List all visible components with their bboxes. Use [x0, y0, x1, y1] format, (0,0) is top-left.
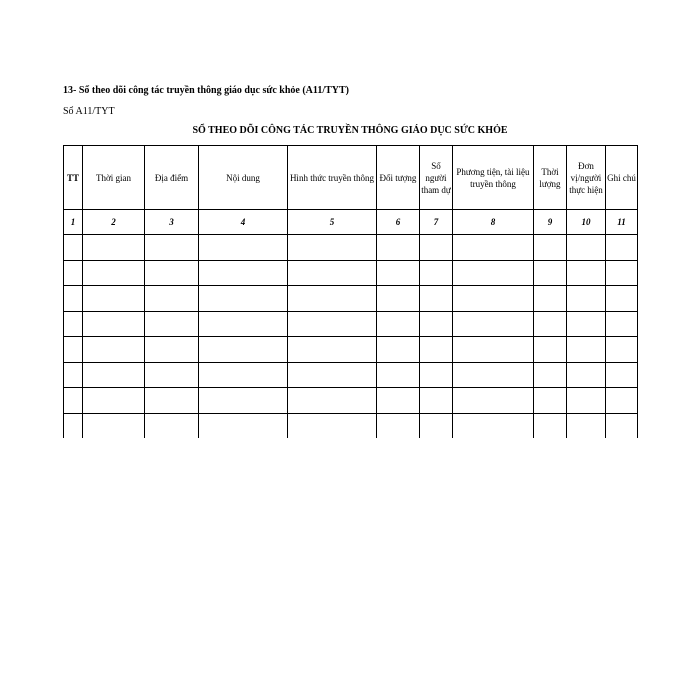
table-cell — [83, 286, 145, 312]
table-cell — [377, 311, 420, 337]
table-cell — [64, 388, 83, 414]
table-cell — [288, 413, 377, 438]
table-cell — [64, 260, 83, 286]
table-cell — [567, 311, 606, 337]
table-cell — [606, 388, 638, 414]
table-cell — [83, 388, 145, 414]
column-number: 7 — [420, 210, 453, 235]
table-cell — [288, 260, 377, 286]
table-cell — [420, 235, 453, 261]
table-cell — [64, 362, 83, 388]
table-cell — [420, 413, 453, 438]
table-cell — [199, 413, 288, 438]
table-row — [64, 235, 638, 261]
table-cell — [606, 413, 638, 438]
table-cell — [567, 286, 606, 312]
table-cell — [534, 362, 567, 388]
table-cell — [606, 235, 638, 261]
table-cell — [377, 260, 420, 286]
table-cell — [534, 311, 567, 337]
table-cell — [199, 235, 288, 261]
table-cell — [64, 311, 83, 337]
table-cell — [199, 286, 288, 312]
table-cell — [377, 286, 420, 312]
column-header-materials: Phương tiện, tài liệu truyền thông — [453, 146, 534, 210]
page-title: SỔ THEO DÕI CÔNG TÁC TRUYỀN THÔNG GIÁO DỤC SỨC KHỎE — [192, 125, 508, 136]
column-header-content: Nội dung — [199, 146, 288, 210]
table-cell — [83, 413, 145, 438]
column-number: 11 — [606, 210, 638, 235]
table-row — [64, 413, 638, 438]
table-cell — [64, 286, 83, 312]
table-cell — [199, 311, 288, 337]
table-cell — [199, 260, 288, 286]
table-row — [64, 260, 638, 286]
table-row — [64, 388, 638, 414]
health-education-log-table — [63, 145, 638, 438]
column-number: 6 — [377, 210, 420, 235]
form-code: Sổ A11/TYT — [63, 106, 115, 117]
column-header-format: Hình thức truyền thông — [288, 146, 377, 210]
table-cell — [145, 362, 199, 388]
table-cell — [145, 260, 199, 286]
table-cell — [377, 337, 420, 363]
table-cell — [64, 235, 83, 261]
table-row — [64, 337, 638, 363]
table-cell — [567, 235, 606, 261]
table-cell — [567, 388, 606, 414]
table-cell — [420, 362, 453, 388]
table-cell — [606, 337, 638, 363]
column-header-notes: Ghi chú — [606, 146, 638, 210]
table-cell — [288, 388, 377, 414]
table-cell — [288, 337, 377, 363]
table-cell — [453, 337, 534, 363]
table-cell — [288, 311, 377, 337]
table-cell — [420, 311, 453, 337]
table-cell — [534, 260, 567, 286]
column-header-location: Địa điểm — [145, 146, 199, 210]
table-cell — [534, 413, 567, 438]
table-cell — [420, 337, 453, 363]
table-cell — [567, 413, 606, 438]
table-cell — [64, 413, 83, 438]
table-cell — [420, 286, 453, 312]
table-cell — [288, 286, 377, 312]
table-cell — [145, 311, 199, 337]
table-cell — [567, 260, 606, 286]
column-header-time: Thời gian — [83, 146, 145, 210]
table-row — [64, 311, 638, 337]
table-cell — [199, 362, 288, 388]
table-cell — [534, 286, 567, 312]
column-number: 8 — [453, 210, 534, 235]
table-cell — [288, 362, 377, 388]
table-cell — [453, 388, 534, 414]
column-header-attendees: Số người tham dự — [420, 146, 453, 210]
table-cell — [145, 413, 199, 438]
table-cell — [199, 337, 288, 363]
table-cell — [453, 413, 534, 438]
table-cell — [606, 260, 638, 286]
table-cell — [288, 235, 377, 261]
table-cell — [377, 362, 420, 388]
table-cell — [377, 413, 420, 438]
table-cell — [606, 311, 638, 337]
column-header-duration: Thời lượng — [534, 146, 567, 210]
table-cell — [377, 388, 420, 414]
table-row — [64, 286, 638, 312]
column-number: 4 — [199, 210, 288, 235]
column-number: 1 — [64, 210, 83, 235]
column-number: 9 — [534, 210, 567, 235]
table-cell — [83, 311, 145, 337]
table-cell — [83, 235, 145, 261]
column-number: 3 — [145, 210, 199, 235]
column-header-tt: TT — [64, 146, 83, 210]
table-cell — [83, 337, 145, 363]
table-cell — [199, 388, 288, 414]
table-cell — [453, 235, 534, 261]
table-cell — [606, 362, 638, 388]
table-cell — [420, 388, 453, 414]
table-cell — [453, 260, 534, 286]
table-cell — [145, 388, 199, 414]
table-cell — [534, 235, 567, 261]
table-cell — [145, 286, 199, 312]
table-cell — [377, 235, 420, 261]
header-row — [64, 146, 638, 210]
table-cell — [534, 337, 567, 363]
column-number: 2 — [83, 210, 145, 235]
table-cell — [534, 388, 567, 414]
table-body — [64, 235, 638, 439]
table-cell — [420, 260, 453, 286]
table-cell — [453, 311, 534, 337]
column-number-row — [64, 210, 638, 235]
table-cell — [145, 337, 199, 363]
section-heading: 13- Sổ theo dõi công tác truyền thông giáo dục sức khỏe (A11/TYT) — [63, 85, 350, 96]
column-number: 5 — [288, 210, 377, 235]
table-cell — [453, 362, 534, 388]
table-cell — [567, 337, 606, 363]
table-cell — [453, 286, 534, 312]
table-row — [64, 362, 638, 388]
column-number: 10 — [567, 210, 606, 235]
table-cell — [606, 286, 638, 312]
table-cell — [64, 337, 83, 363]
table-cell — [83, 362, 145, 388]
table-cell — [567, 362, 606, 388]
table-cell — [83, 260, 145, 286]
column-header-executor: Đơn vị/người thực hiện — [567, 146, 606, 210]
column-header-audience: Đối tượng — [377, 146, 420, 210]
table-cell — [145, 235, 199, 261]
